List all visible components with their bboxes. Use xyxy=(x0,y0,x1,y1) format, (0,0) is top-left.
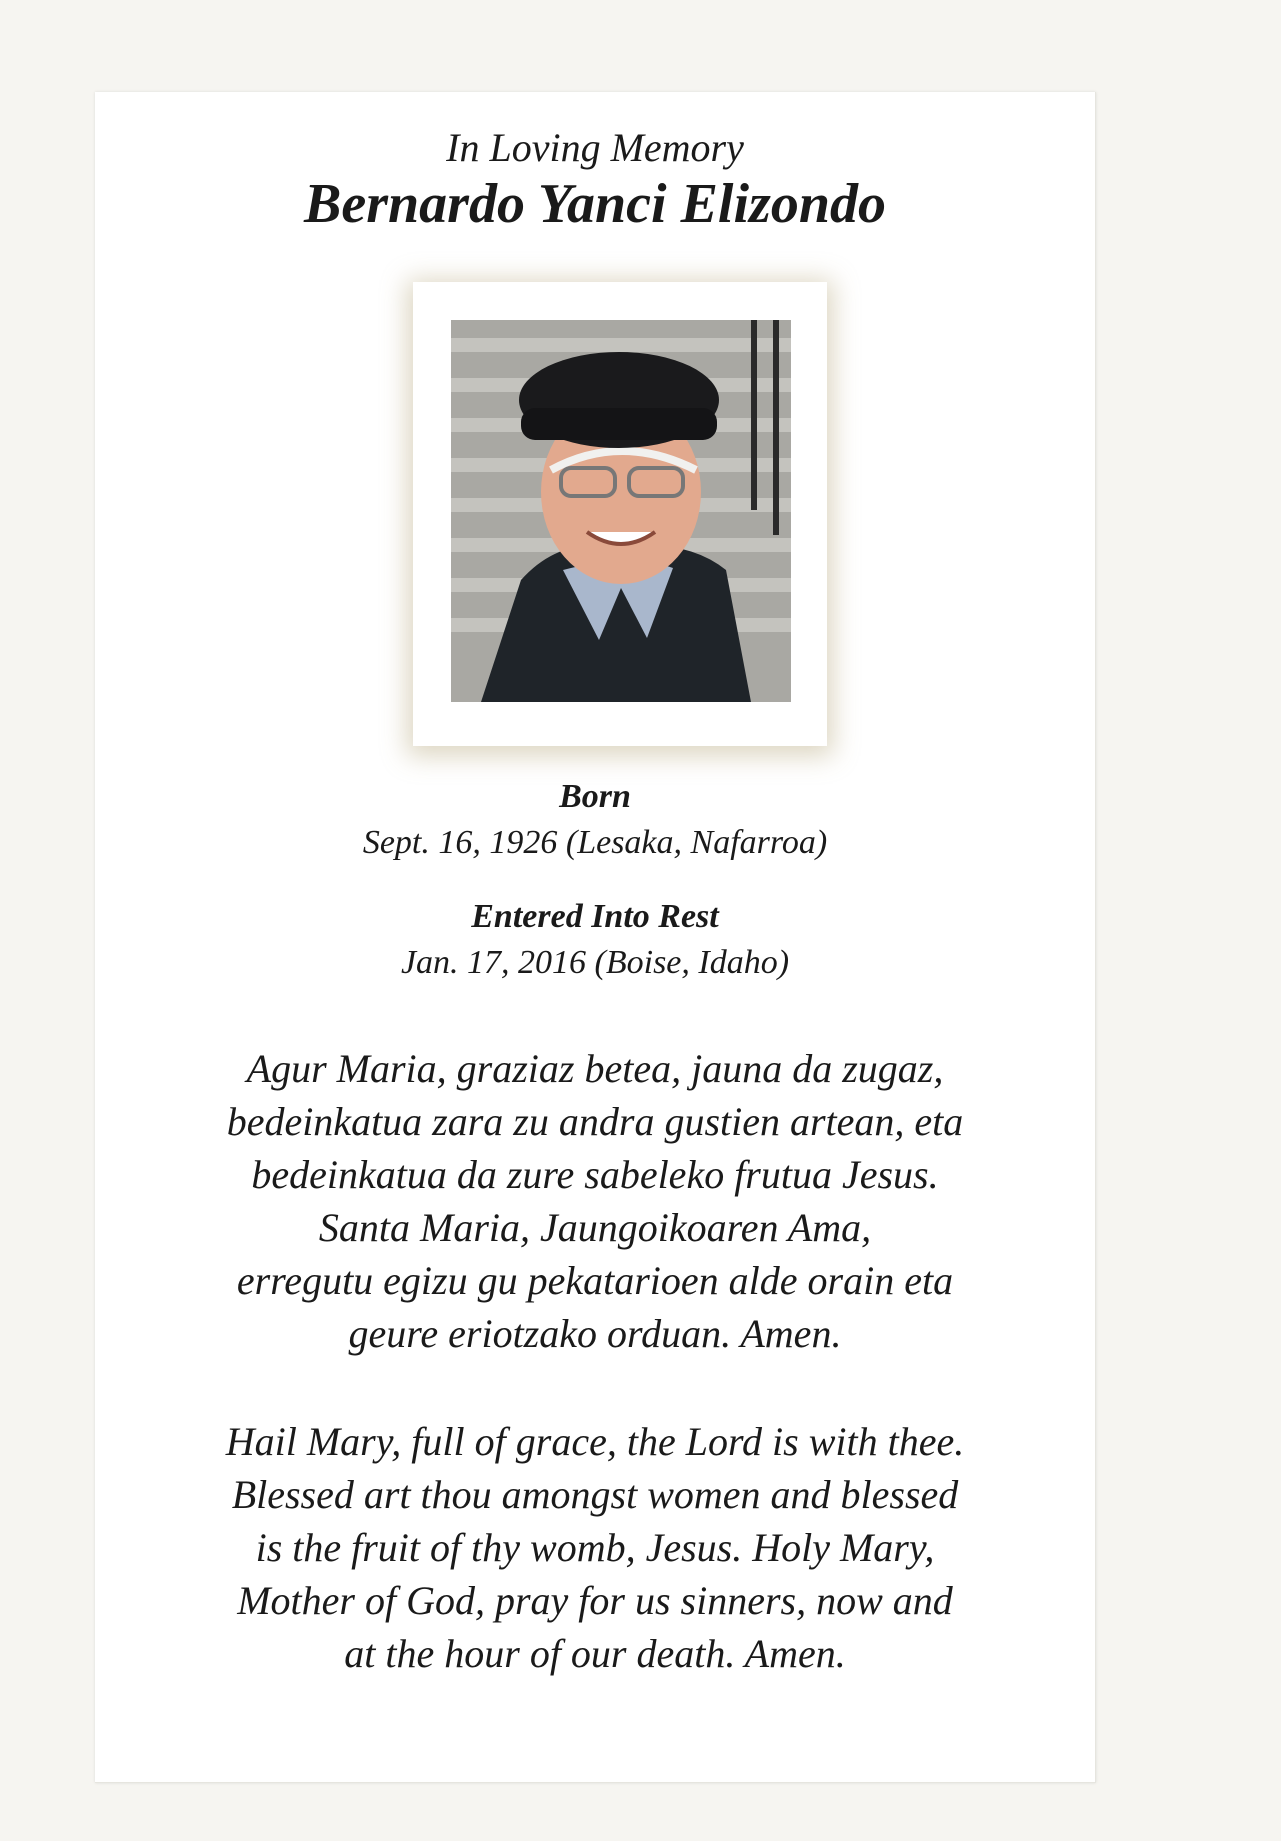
rest-date: Jan. 17, 2016 (Boise, Idaho) xyxy=(400,944,790,981)
prayer-line: Mother of God, pray for us sinners, now and xyxy=(237,1578,953,1623)
deceased-name: Bernardo Yanci Elizondo xyxy=(304,173,886,235)
prayer-line: geure eriotzako orduan. Amen. xyxy=(348,1311,842,1356)
memorial-card xyxy=(95,92,1096,1783)
prayer-line: Blessed art thou amongst women and blessed xyxy=(231,1472,959,1517)
prayer-line: Santa Maria, Jaungoikoaren Ama, xyxy=(318,1205,872,1250)
prayer-line: Hail Mary, full of grace, the Lord is with thee. xyxy=(225,1419,965,1464)
prayer-english xyxy=(95,1415,1095,1680)
memorial-heading: In Loving Memory xyxy=(446,125,744,170)
rest-label: Entered Into Rest xyxy=(471,898,719,935)
prayer-basque xyxy=(95,1042,1095,1360)
prayer-line: is the fruit of thy womb, Jesus. Holy Mary, xyxy=(255,1525,935,1570)
born-label: Born xyxy=(559,778,631,815)
prayer-line: at the hour of our death. Amen. xyxy=(344,1631,846,1676)
born-date: Sept. 16, 1926 (Lesaka, Nafarroa) xyxy=(362,824,828,861)
portrait-frame xyxy=(413,282,827,746)
prayer-line: bedeinkatua zara zu andra gustien artean, eta xyxy=(226,1099,964,1144)
prayer-line: bedeinkatua da zure sabeleko frutua Jesus. xyxy=(251,1152,939,1197)
prayer-line: erregutu egizu gu pekatarioen alde orain eta xyxy=(236,1258,954,1303)
portrait-photo xyxy=(451,320,791,702)
prayer-line: Agur Maria, graziaz betea, jauna da zugaz, xyxy=(246,1046,944,1091)
